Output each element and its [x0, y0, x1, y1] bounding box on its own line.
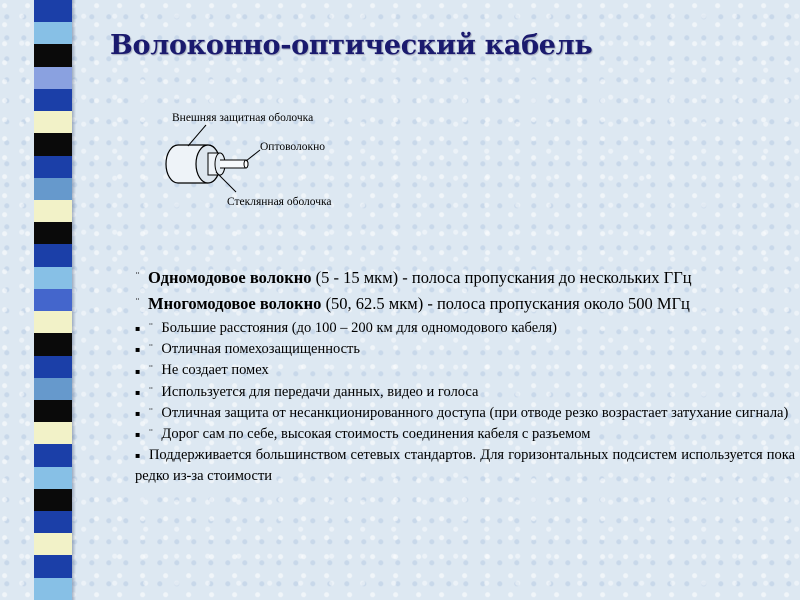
stripe-segment	[34, 89, 72, 111]
fiber-type-description: (5 - 15 мкм) - полоса пропускания до нескольких ГГц	[311, 268, 692, 287]
stripe-segment	[34, 422, 72, 444]
bullet-item: ▪ ¨ Не создает помех	[135, 362, 269, 379]
stripe-segment	[34, 444, 72, 466]
stripe-segment	[34, 333, 72, 355]
stripe-segment	[34, 378, 72, 400]
stripe-bar-shadow	[72, 0, 76, 600]
bullet-item: ▪ Поддерживается большинством сетевых стандартов. Для горизонтальных подсистем используется пока редко из-за стоимости	[135, 447, 796, 485]
fiber-type-item: ¨ Многомодовое волокно (50, 62.5 мкм) - полоса пропускания около 500 МГц	[135, 294, 690, 313]
stripe-segment	[34, 511, 72, 533]
stripe-segment	[34, 111, 72, 133]
bullet-item: ▪ ¨ Большие расстояния (до 100 – 200 км для одномодового кабеля)	[135, 320, 557, 336]
slide-title: Волоконно-оптический кабель	[110, 30, 593, 61]
cable-diagram	[150, 105, 390, 215]
stripe-segment	[34, 244, 72, 266]
stripe-segment	[34, 533, 72, 555]
bullet-text: Поддерживается большинством сетевых стандартов. Для горизонтальных подсистем используется пока редко из-за стоимости	[135, 447, 796, 485]
stripe-segment	[34, 489, 72, 511]
stripe-segment	[34, 67, 72, 89]
bullet-text: Используется для передачи данных, видео и голоса	[161, 383, 479, 400]
label-optical-fiber: Оптоволокно	[260, 141, 326, 153]
decorative-stripe-bar	[34, 0, 72, 600]
bullet-text: Отличная помехозащищенность	[161, 341, 360, 358]
bullet-text: Отличная защита от несанкционированного доступа (при отводе резко возрастает затухание сигнала)	[161, 404, 789, 421]
fiber-type-item: ¨ Одномодовое волокно (5 - 15 мкм) - полоса пропускания до нескольких ГГц	[135, 268, 692, 287]
fiber-type-description: (50, 62.5 мкм) - полоса пропускания около 500 МГц	[321, 294, 690, 313]
stripe-segment	[34, 178, 72, 200]
stripe-segment	[34, 133, 72, 155]
stripe-segment	[34, 44, 72, 66]
stripe-segment	[34, 289, 72, 311]
stripe-segment	[34, 22, 72, 44]
stripe-segment	[34, 356, 72, 378]
bullet-item: ▪ ¨ Используется для передачи данных, видео и голоса	[135, 383, 479, 400]
stripe-segment	[34, 267, 72, 289]
fiber-type-name: Одномодовое волокно	[148, 268, 312, 287]
stripe-segment	[34, 200, 72, 222]
stripe-segment	[34, 400, 72, 422]
bullet-item: ▪ ¨ Дорог сам по себе, высокая стоимость соединения кабеля с разъемом	[135, 425, 591, 442]
fiber-type-name: Многомодовое волокно	[148, 294, 322, 313]
bullet-item: ▪ ¨ Отличная помехозащищенность	[135, 341, 360, 358]
label-outer-jacket: Внешняя защитная оболочка	[172, 112, 314, 124]
stripe-segment	[34, 555, 72, 577]
stripe-segment	[34, 156, 72, 178]
stripe-segment	[34, 578, 72, 600]
bullet-text: Большие расстояния (до 100 – 200 км для одномодового кабеля)	[161, 320, 557, 336]
label-glass-cladding: Стеклянная оболочка	[227, 196, 332, 208]
bullet-text: Дорог сам по себе, высокая стоимость соединения кабеля с разъемом	[161, 425, 591, 442]
bullet-text: Не создает помех	[161, 362, 269, 379]
bullet-item: ▪ ¨ Отличная защита от несанкционированного доступа (при отводе резко возрастает затухание сигнала)	[135, 404, 789, 421]
slide-content	[135, 266, 795, 487]
stripe-segment	[34, 311, 72, 333]
stripe-segment	[34, 467, 72, 489]
stripe-segment	[34, 222, 72, 244]
stripe-segment	[34, 0, 72, 22]
